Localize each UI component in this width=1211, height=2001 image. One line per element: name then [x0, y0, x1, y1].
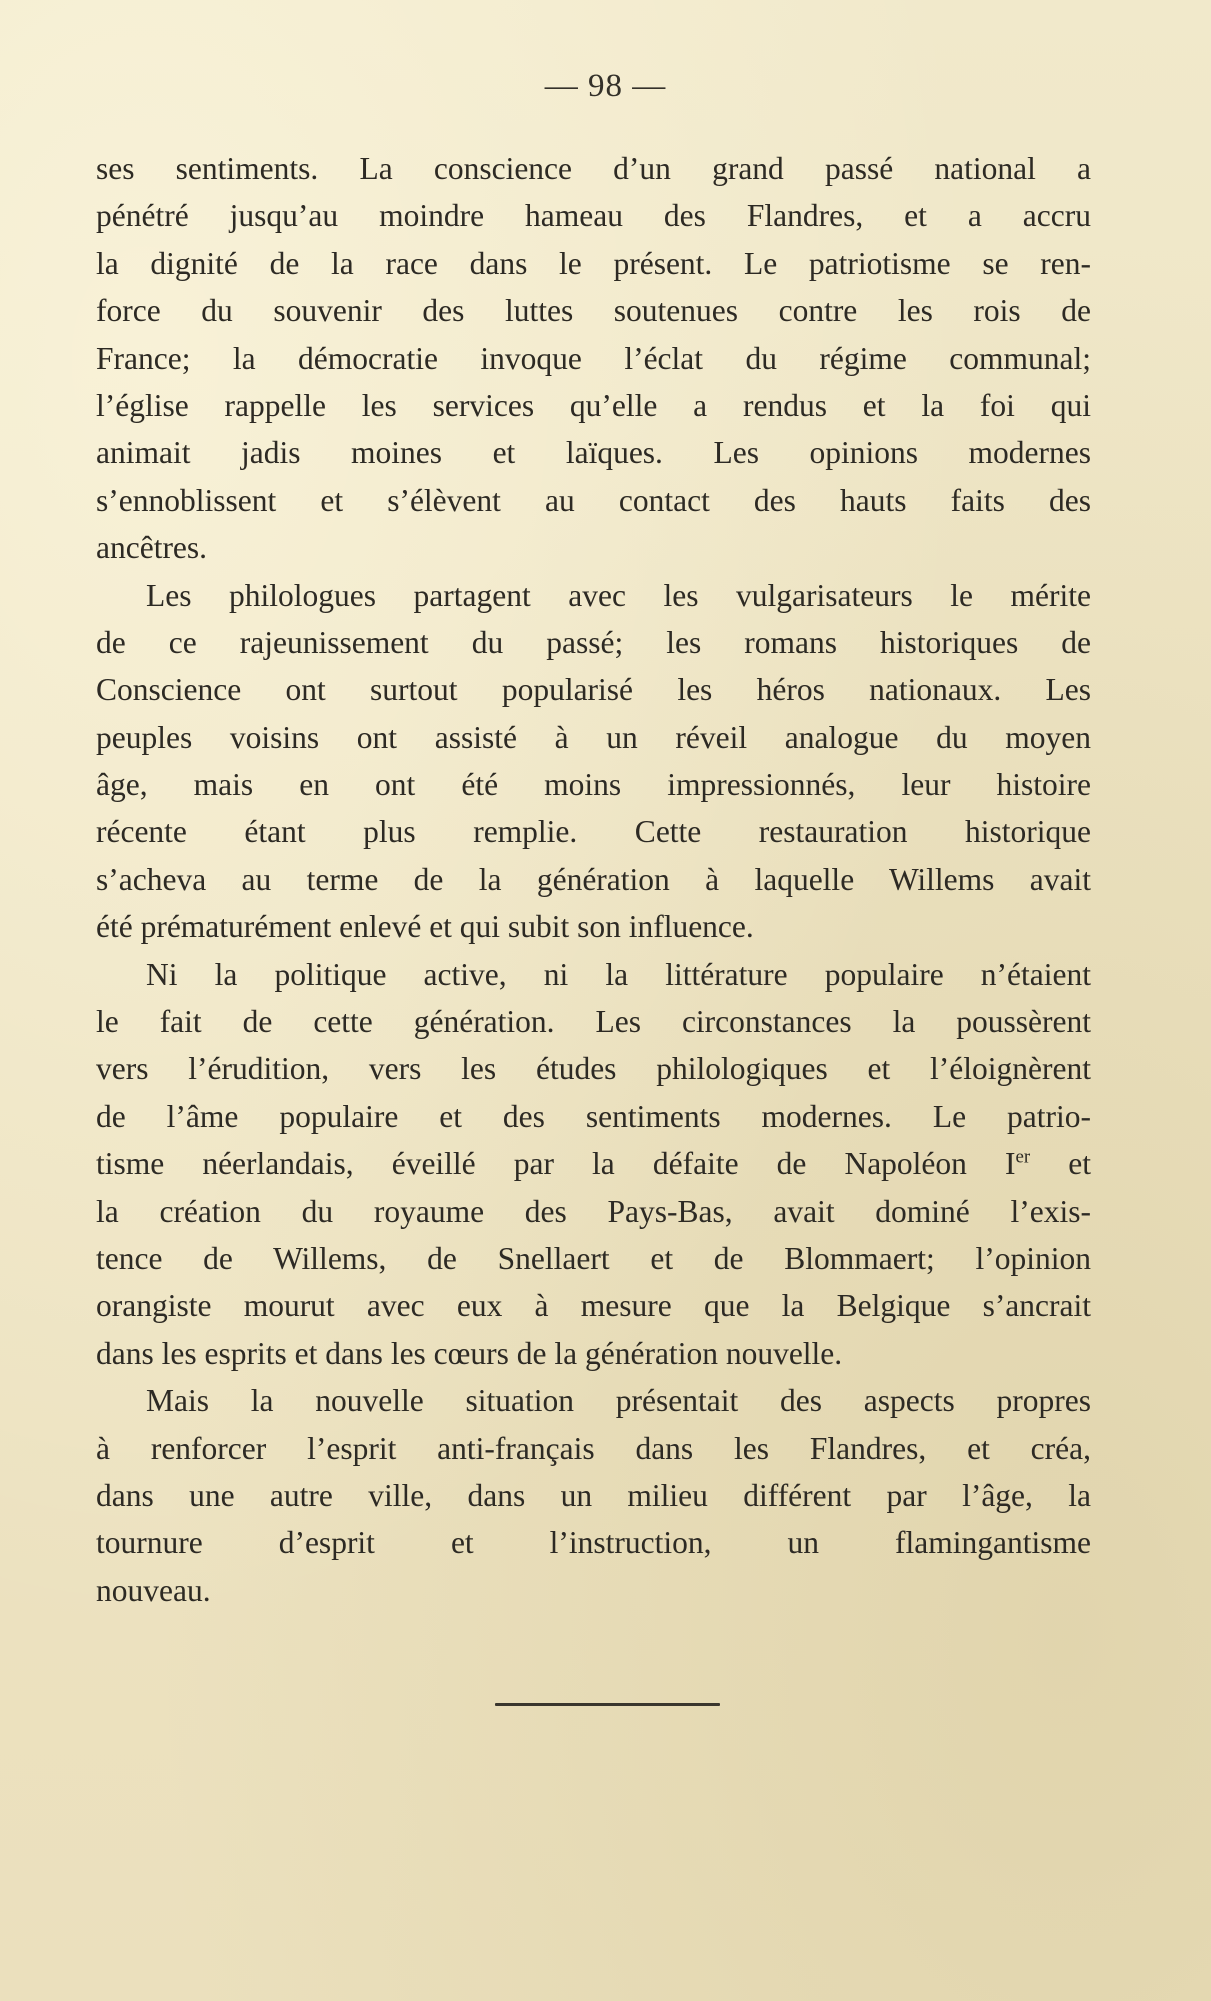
- text-line: le fait de cette génération. Les circonstances la poussèrent: [96, 1004, 1091, 1040]
- text-line: s’acheva au terme de la génération à laquelle Willems avait: [96, 861, 1091, 897]
- page-number: — 98 —: [544, 68, 667, 104]
- paragraph-first-line: Ni la politique active, ni la littérature populaire n’étaient: [146, 956, 1091, 992]
- text-line: s’ennoblissent et s’élèvent au contact des hauts faits des: [96, 482, 1091, 518]
- text-line: ancêtres.: [96, 530, 208, 566]
- text-line: France; la démocratie invoque l’éclat du régime communal;: [96, 340, 1091, 376]
- text-line: ses sentiments. La conscience d’un grand passé national a: [96, 151, 1091, 186]
- text-line: récente étant plus remplie. Cette restauration historique: [96, 814, 1091, 850]
- text-line: à renforcer l’esprit anti-français dans les Flandres, et créa,: [96, 1430, 1091, 1466]
- text-line: l’église rappelle les services qu’elle a rendus et la foi qui: [96, 387, 1091, 423]
- text-line-with-superscript: tisme néerlandais, éveillé par la défaite de Napoléon Ier et: [96, 1146, 1091, 1182]
- text-line: tence de Willems, de Snellaert et de Blommaert; l’opinion: [96, 1240, 1091, 1276]
- body-text: [96, 145, 1091, 1614]
- text-line: nouveau.: [96, 1572, 211, 1608]
- text-line: la création du royaume des Pays-Bas, avait dominé l’exis-: [96, 1193, 1091, 1229]
- text-line: peuples voisins ont assisté à un réveil analogue du moyen: [96, 719, 1091, 755]
- text-line: de ce rajeunissement du passé; les romans historiques de: [96, 624, 1091, 660]
- text-line: la dignité de la race dans le présent. Le patriotisme se ren-: [96, 245, 1091, 281]
- text-line: tournure d’esprit et l’instruction, un flamingantisme: [96, 1525, 1091, 1561]
- paragraph-first-line: Mais la nouvelle situation présentait des aspects propres: [146, 1383, 1091, 1419]
- paragraph-first-line: Les philologues partagent avec les vulgarisateurs le mérite: [146, 577, 1091, 613]
- text-line: dans une autre ville, dans un milieu différent par l’âge, la: [96, 1477, 1091, 1513]
- text-line: été prématurément enlevé et qui subit son influence.: [96, 909, 754, 945]
- text-line: âge, mais en ont été moins impressionnés, leur histoire: [96, 767, 1091, 803]
- text-line: Conscience ont surtout popularisé les héros nationaux. Les: [96, 672, 1091, 708]
- text-line: pénétré jusqu’au moindre hameau des Flandres, et a accru: [96, 198, 1091, 234]
- text-line: animait jadis moines et laïques. Les opinions modernes: [96, 435, 1091, 471]
- text-line: dans les esprits et dans les cœurs de la génération nouvelle.: [96, 1335, 843, 1371]
- section-end-rule: [495, 1703, 720, 1706]
- text-line: de l’âme populaire et des sentiments modernes. Le patrio-: [96, 1098, 1091, 1134]
- text-line: orangiste mourut avec eux à mesure que la Belgique s’ancrait: [96, 1288, 1091, 1324]
- text-line: vers l’érudition, vers les études philologiques et l’éloignèrent: [96, 1051, 1091, 1087]
- text-line: force du souvenir des luttes soutenues contre les rois de: [96, 293, 1091, 329]
